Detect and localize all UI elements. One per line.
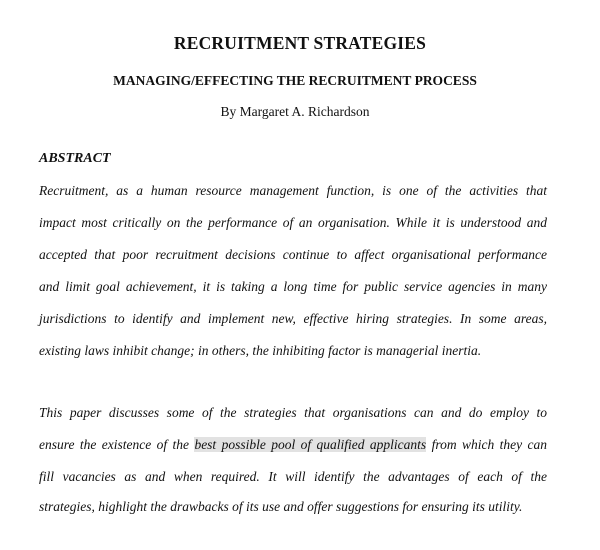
abstract-line: jurisdictions to identify and implement new, effective hiring strategies. In some areas, (39, 311, 547, 326)
paragraph-line: strategies, highlight the drawbacks of its use and offer suggestions for ensuring its utility. (39, 499, 523, 514)
text-segment: ensure the existence of the (39, 437, 195, 452)
abstract-heading: ABSTRACT (39, 151, 111, 166)
abstract-line: impact most critically on the performance of an organisation. While it is understood and (39, 215, 547, 230)
abstract-line: and limit goal achievement, it is taking a long time for public service agencies in many (39, 279, 547, 294)
document-author: By Margaret A. Richardson (220, 104, 370, 119)
document-subtitle: MANAGING/EFFECTING THE RECRUITMENT PROCESS (113, 73, 477, 88)
abstract-line: existing laws inhibit change; in others, the inhibiting factor is managerial inertia. (39, 343, 482, 358)
paragraph-line (39, 437, 547, 453)
abstract-line: Recruitment, as a human resource management function, is one of the activities that (39, 183, 547, 198)
paragraph-line: This paper discusses some of the strategies that organisations can and do employ to (39, 405, 547, 420)
paragraph-line: fill vacancies as and when required. It will identify the advantages of each of the (39, 469, 547, 484)
abstract-line: accepted that poor recruitment decisions continue to affect organisational performance (39, 247, 547, 262)
highlighted-text[interactable]: best possible pool of qualified applicants (194, 437, 427, 452)
text-segment: from which they can (426, 437, 547, 452)
document-title: RECRUITMENT STRATEGIES (173, 33, 427, 53)
